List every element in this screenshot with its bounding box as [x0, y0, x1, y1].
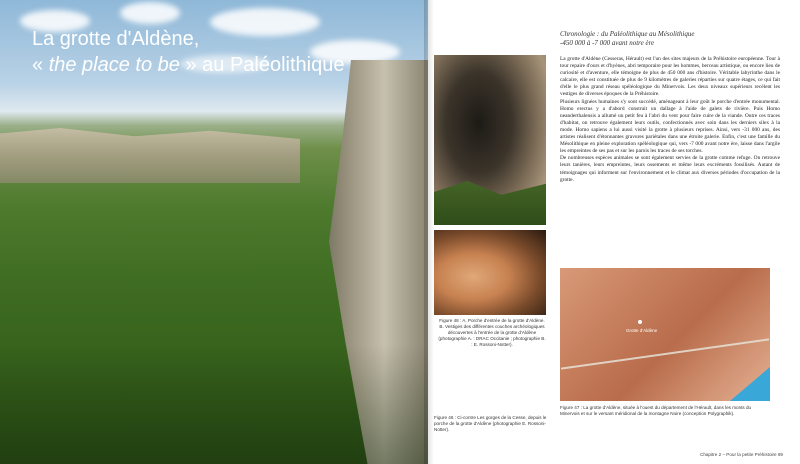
body-paragraph: La grotte d'Aldène (Cesseras, Hérault) est l'un des sites majeurs de la Préhistoire européenne. Tour à tour repaire d'ours et d'hyènes, abri temporaire pour les hommes, berceau artistique, ou encore lieu de curiosité et d'aventure, elle témoigne de plus de 450 000 ans d'histoire. Véritable labyrinthe dans le calcaire, elle est constituée de plus de 9 kilomètres de galeries réparties sur quatre étages, ce qui fait d'elle le plus grand réseau spéléologique du Minervois. Les deux niveaux supérieurs recèlent les vestiges de diverses époques de la Préhistoire. — [560, 56, 780, 98]
chronology — [560, 30, 780, 48]
limestone-cliff — [0, 128, 300, 183]
chronology-dates: -450 000 à -7 000 avant notre ère — [560, 39, 655, 47]
page-gutter — [424, 0, 434, 464]
title-line-1: La grotte d'Aldène, — [32, 28, 200, 50]
body-paragraph: Plusieurs lignées humaines s'y sont succédé, aménageant à leur goût le porche d'entrée monumental. Homo erectus y a d'abord construit un dallage à l'aide de galets de rivière. Puis Homo neanderthalensis a allumé un petit feu à l'abri du vent pour faire cuire de la viande. Outre ces traces d'habitat, on retrouve également leurs outils, confectionnés avec soin dans les derniers silex à la mode. Homo sapiens a lui aussi visité la grotte à plusieurs reprises. Ainsi, vers -31 000 ans, des artistes réalisent d'étonnantes gravures pariétales dans une étroite galerie. Enfin, c'est une famille du Mésolithique en pleine exploration spéléologique qui, vers -7 000 avant notre ère, laisse dans l'argile les empreintes de ses pas et sur les parois les traces de ses torches. — [560, 98, 780, 155]
map-marker — [638, 320, 642, 324]
map-label: Grotte d'Aldène — [626, 328, 658, 333]
body-paragraph: De nombreuses espèces animales se sont également servies de la grotte comme refuge. On retrouve leurs tanières, leurs empreintes, leurs ossements et même leurs excréments fossilisés. Autant de témoignages qui informent sur l'environnement et le climat aux diverses périodes d'occupation de la grotte. — [560, 155, 780, 183]
page-footer: Chapitre 2 – Pour la petite Préhistoire 69 — [700, 452, 783, 457]
title-rest: » au Paléolithique — [185, 54, 345, 76]
chronology-title: Chronologie : du Paléolithique au Mésolithique — [560, 30, 695, 38]
sea — [730, 367, 770, 401]
body-text — [560, 56, 780, 184]
title-italic: the place to be — [48, 54, 180, 76]
title-line-2 — [32, 52, 344, 78]
cave-entrance-photo — [434, 55, 546, 225]
cave-layers-photo — [434, 230, 546, 315]
location-map — [560, 268, 770, 401]
title-quote-open: « — [32, 54, 44, 76]
landscape-caption: Figure 46 : Ci-contre Les gorges de la Cesse, depuis le porche de la grotte d'Aldène (photographie E. Rossoni-Notter). — [434, 415, 547, 432]
cave-caption: Figure 48 : A. Porche d'entrée de la grotte d'Aldène. B. Vestiges des différentes couches archéologiques découvertes à l'entrée de la grotte d'Aldène (photographie A. : DRAC Occitanie ; photographie B. : E. Rossoni-Notter). — [438, 318, 546, 347]
page-title — [32, 26, 344, 78]
map-caption: Figure 47 : La grotte d'Aldène, située à l'ouest du département de l'Hérault, dans les monts du Minervois et sur le versant méridional de la montagne Noire (conception Polygraphik). — [560, 405, 752, 416]
